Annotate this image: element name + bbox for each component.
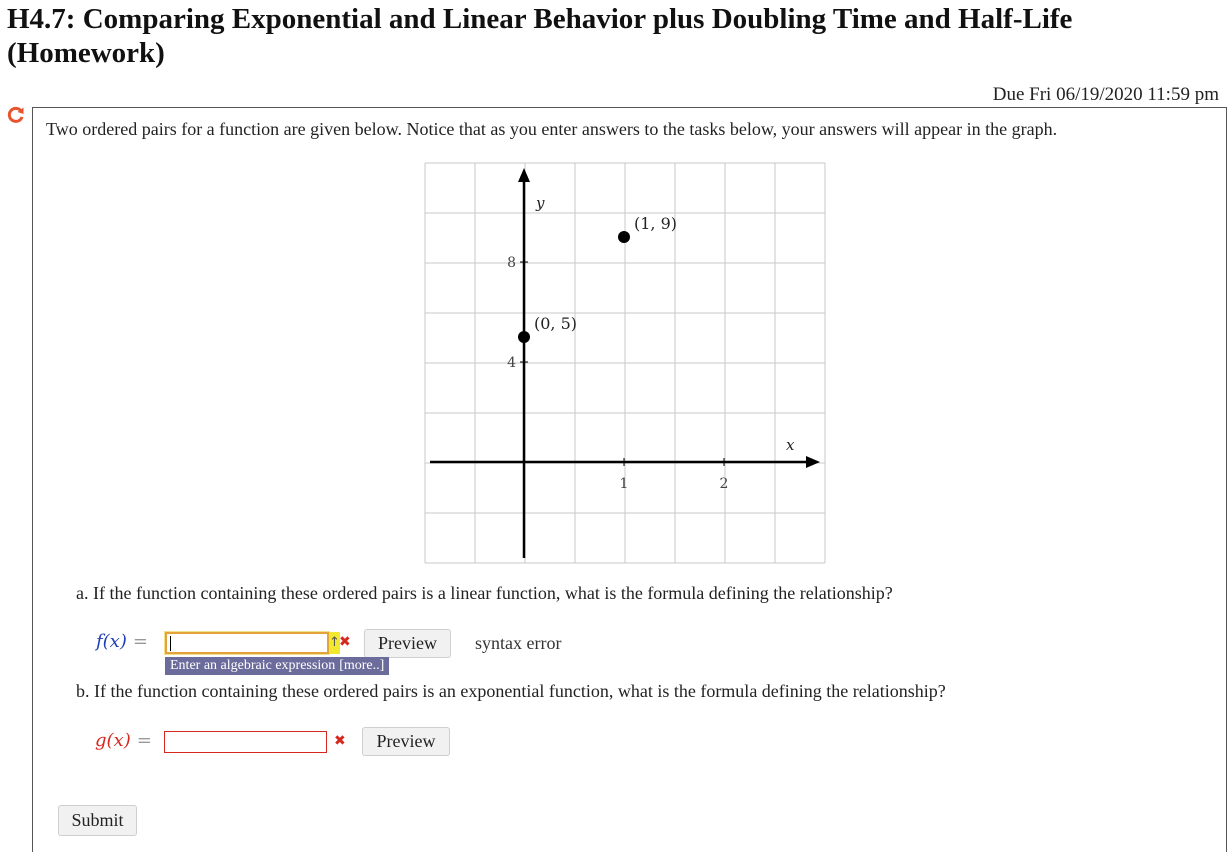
equals-sign: = (132, 631, 148, 652)
y-axis-arrow (518, 168, 530, 182)
y-tick-label: 4 (507, 355, 516, 371)
y-axis-label: y (536, 194, 545, 212)
syntax-error-message: syntax error (475, 633, 562, 653)
answer-input-g[interactable] (164, 731, 327, 753)
preview-button-a[interactable]: Preview (364, 629, 451, 658)
equals-sign: = (136, 730, 152, 751)
submit-button[interactable]: Submit (58, 805, 137, 836)
data-point-label: (1, 9) (634, 214, 678, 233)
x-tick-label: 1 (619, 476, 629, 492)
problem-intro: Two ordered pairs for a function are given below. Notice that as you enter answers to the tasks below, your answers will appear in the graph. (46, 119, 1058, 139)
f-of-x-label (96, 631, 148, 652)
function-graph (424, 162, 826, 564)
y-tick-label: 8 (507, 255, 516, 271)
error-x-icon: ✖ (334, 733, 346, 749)
graph-grid (425, 163, 825, 563)
tooltip-text: Enter an algebraic expression (170, 658, 336, 673)
input-hint-tooltip (165, 657, 389, 675)
answer-input-f[interactable] (165, 632, 329, 654)
data-point-label: (0, 5) (534, 314, 578, 333)
tooltip-more-link[interactable]: [more..] (339, 658, 385, 673)
up-arrow-icon[interactable]: ↑ (329, 632, 340, 654)
graph-points (518, 214, 677, 343)
error-x-icon: ✖ (339, 634, 351, 650)
reload-icon[interactable] (7, 106, 25, 124)
function-name: g(x) (95, 730, 131, 751)
axis-ticks (507, 255, 728, 492)
x-tick-label: 2 (719, 476, 729, 492)
x-axis-arrow (806, 456, 820, 468)
question-b: b. If the function containing these ordered pairs is an exponential function, what is the formula defining the relationship? (76, 681, 946, 701)
g-of-x-label (95, 730, 152, 751)
data-point (518, 331, 530, 343)
due-date: Due Fri 06/19/2020 11:59 pm (992, 84, 1219, 105)
data-point (618, 231, 630, 243)
question-a: a. If the function containing these ordered pairs is a linear function, what is the formula defining the relationship? (76, 583, 893, 603)
text-caret (170, 636, 171, 651)
x-axis-label: x (786, 436, 795, 454)
preview-button-b[interactable]: Preview (362, 727, 450, 756)
function-name: f(x) (96, 631, 127, 652)
page-title: H4.7: Comparing Exponential and Linear Behavior plus Doubling Time and Half-Life (Homework) (7, 3, 1073, 69)
